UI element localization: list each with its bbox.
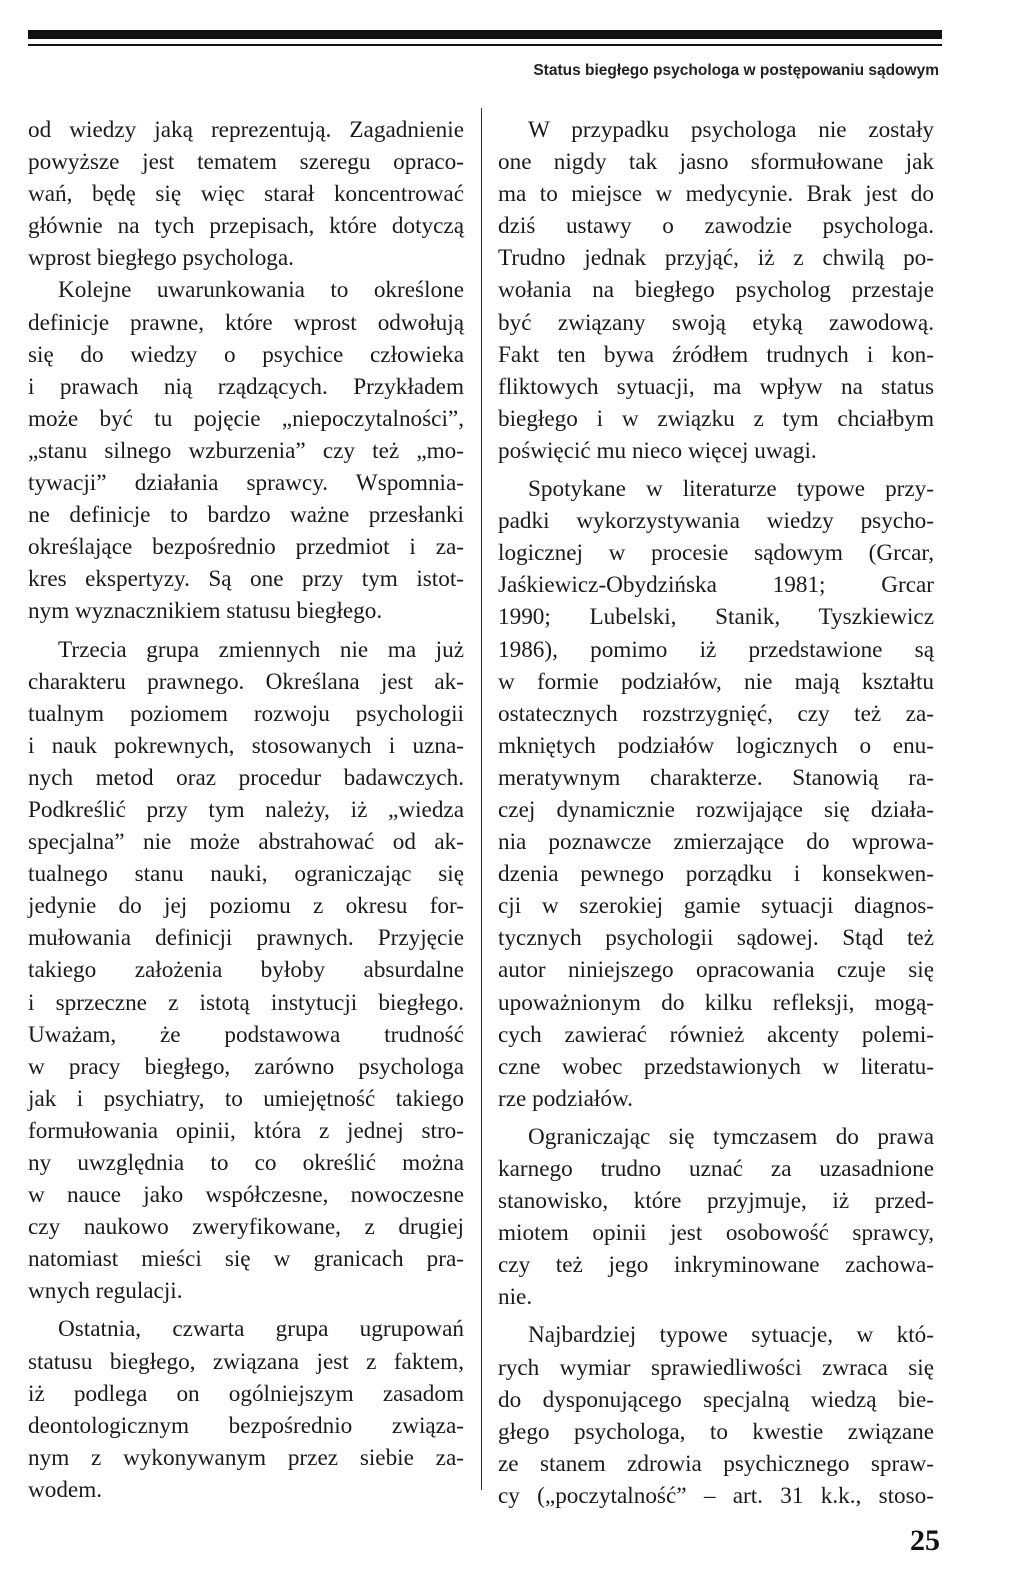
text-line: wodem.	[28, 1476, 103, 1503]
text-line: tywacji” działania sprawcy. Wspomnia-	[28, 470, 464, 497]
text-line: nych metod oraz procedur badawczych.	[28, 764, 464, 791]
text-line: nym wyznacznikiem statusu biegłego.	[28, 598, 383, 625]
text-line: autor niniejszego opracowania czuje się	[498, 957, 934, 984]
text-line: biegłego i w związku z tym chciałbym	[498, 405, 934, 432]
text-line: głównie na tych przepisach, które dotyczą	[28, 213, 464, 240]
text-line: Ograniczając się tymczasem do prawa	[528, 1123, 934, 1150]
text-line: logicznej w procesie sądowym (Grcar,	[498, 540, 934, 567]
text-line: wań, będę się więc starał koncentrować	[28, 181, 464, 208]
text-line: cji w szerokiej gamie sytuacji diagnos-	[498, 893, 934, 920]
text-line: Jaśkiewicz-Obydzińska 1981; Grcar	[498, 572, 934, 599]
text-line: rze podziałów.	[498, 1085, 633, 1112]
text-line: formułowania opinii, która z jednej stro-	[28, 1117, 464, 1144]
text-line: W przypadku psychologa nie zostały	[528, 117, 934, 143]
text-line: mkniętych podziałów logicznych o enu-	[498, 732, 934, 759]
text-line: poświęcić mu nieco więcej uwagi.	[498, 437, 817, 464]
text-line: się do wiedzy o psychice człowieka	[28, 341, 464, 368]
text-line: wnych regulacji.	[28, 1278, 183, 1305]
text-line: Trzecia grupa zmiennych nie ma już	[58, 636, 464, 663]
text-line: dziś ustawy o zawodzie psychologa.	[498, 213, 934, 240]
text-line: one nigdy tak jasno sformułowane jak	[498, 149, 934, 176]
text-line: i sprzeczne z istotą instytucji biegłego.	[28, 989, 464, 1016]
running-head: Status biegłego psychologa w postępowaniu sądowym	[533, 62, 939, 79]
text-line: Trudno jednak przyjąć, iż z chwilą po-	[498, 245, 934, 272]
text-line: 1990; Lubelski, Stanik, Tyszkiewicz	[498, 604, 934, 631]
header-rule-thin	[28, 44, 942, 46]
text-line: charakteru prawnego. Określana jest ak-	[28, 668, 464, 695]
text-line: nym z wykonywanym przez siebie za-	[28, 1444, 464, 1471]
text-line: czne wobec przedstawionych w literatu-	[498, 1053, 934, 1080]
text-line: tualnym poziomem rozwoju psychologii	[28, 700, 464, 727]
text-line: powyższe jest tematem szeregu opraco-	[28, 149, 464, 176]
right-column	[498, 114, 934, 1512]
page-number: 25	[910, 1524, 940, 1557]
text-line: w formie podziałów, nie mają kształtu	[498, 668, 934, 695]
text-line: karnego trudno uznać za uzasadnione	[498, 1156, 934, 1182]
text-line: mułowania definicji prawnych. Przyjęcie	[28, 925, 464, 952]
text-line: miotem opinii jest osobowość sprawcy,	[498, 1220, 934, 1247]
text-line: w pracy biegłego, zarówno psychologa	[28, 1053, 464, 1080]
text-line: cych zawierać również akcenty polemi-	[498, 1021, 934, 1048]
text-line: ma to miejsce w medycynie. Brak jest do	[498, 181, 934, 208]
text-line: wprost biegłego psychologa.	[28, 245, 294, 272]
text-line: takiego założenia byłoby absurdalne	[28, 957, 464, 984]
text-line: kres ekspertyzy. Są one przy tym istot-	[28, 566, 464, 593]
text-line: natomiast mieści się w granicach pra-	[28, 1246, 464, 1273]
text-line: Podkreślić przy tym należy, iż „wiedza	[28, 796, 464, 823]
text-line: głego psychologa, to kwestie związane	[498, 1418, 934, 1445]
text-line: stanowisko, które przyjmuje, iż przed-	[498, 1188, 934, 1215]
text-line: „stanu silnego wzburzenia” czy też „mo-	[28, 437, 464, 464]
text-line: tycznych psychologii sądowej. Stąd też	[498, 925, 934, 952]
text-line: czy też jego inkryminowane zachowa-	[498, 1252, 934, 1279]
text-line: czy naukowo zweryfikowane, z drugiej	[28, 1214, 464, 1241]
text-line: może być tu pojęcie „niepoczytalności”,	[28, 405, 464, 432]
text-line: Ostatnia, czwarta grupa ugrupowań	[58, 1316, 464, 1343]
text-line: Najbardziej typowe sytuacje, w któ-	[528, 1322, 934, 1349]
text-line: od wiedzy jaką reprezentują. Zagadnienie	[28, 117, 464, 143]
text-line: specjalna” nie może abstrahować od ak-	[28, 829, 464, 856]
header-rule-thick	[28, 30, 942, 39]
text-line: nia poznawcze zmierzające do wprowa-	[498, 829, 934, 856]
text-line: upoważnionym do kilku refleksji, mogą-	[498, 989, 934, 1016]
text-line: Spotykane w literaturze typowe przy-	[528, 476, 934, 503]
text-line: dzenia pewnego porządku i konsekwen-	[498, 861, 934, 888]
text-line: padki wykorzystywania wiedzy psycho-	[498, 508, 934, 535]
text-line: i prawach nią rządzących. Przykładem	[28, 373, 464, 400]
text-line: tualnego stanu nauki, ograniczając się	[28, 861, 464, 888]
text-line: 1986), pomimo iż przedstawione są	[498, 636, 934, 663]
text-line: wołania na biegłego psycholog przestaje	[498, 277, 934, 304]
text-line: w nauce jako współczesne, nowoczesne	[28, 1182, 464, 1209]
text-line: definicje prawne, które wprost odwołują	[28, 309, 464, 336]
text-line: Uważam, że podstawowa trudność	[28, 1021, 464, 1048]
column-divider	[481, 108, 482, 1490]
text-line: Fakt ten bywa źródłem trudnych i kon-	[498, 341, 934, 368]
text-line: meratywnym charakterze. Stanowią ra-	[498, 764, 934, 791]
text-line: cy („poczytalność” – art. 31 k.k., stoso-	[498, 1482, 934, 1509]
text-line: statusu biegłego, związana jest z faktem,	[28, 1348, 464, 1375]
text-line: i nauk pokrewnych, stosowanych i uzna-	[28, 732, 464, 759]
text-line: ostatecznych rozstrzygnięć, czy też za-	[498, 700, 934, 727]
text-line: nie.	[498, 1284, 533, 1311]
text-line: jedynie do jej poziomu z okresu for-	[28, 893, 464, 920]
text-line: jak i psychiatry, to umiejętność takiego	[28, 1085, 464, 1112]
text-line: czej dynamicznie rozwijające się działa-	[498, 796, 934, 823]
text-line: iż podlega on ogólniejszym zasadom	[28, 1380, 464, 1407]
text-line: określające bezpośrednio przedmiot i za-	[28, 534, 464, 561]
text-line: być związany swoją etyką zawodową.	[498, 309, 934, 336]
text-line: rych wymiar sprawiedliwości zwraca się	[498, 1354, 934, 1381]
text-line: Kolejne uwarunkowania to określone	[58, 277, 464, 304]
text-line: ne definicje to bardzo ważne przesłanki	[28, 502, 464, 529]
left-column	[28, 114, 464, 1506]
text-line: ze stanem zdrowia psychicznego spraw-	[498, 1450, 934, 1477]
text-line: fliktowych sytuacji, ma wpływ na status	[498, 373, 934, 400]
text-line: deontologicznym bezpośrednio związa-	[28, 1412, 464, 1439]
text-line: do dysponującego specjalną wiedzą bie-	[498, 1386, 934, 1413]
text-line: ny uwzględnia to co określić można	[28, 1150, 464, 1176]
